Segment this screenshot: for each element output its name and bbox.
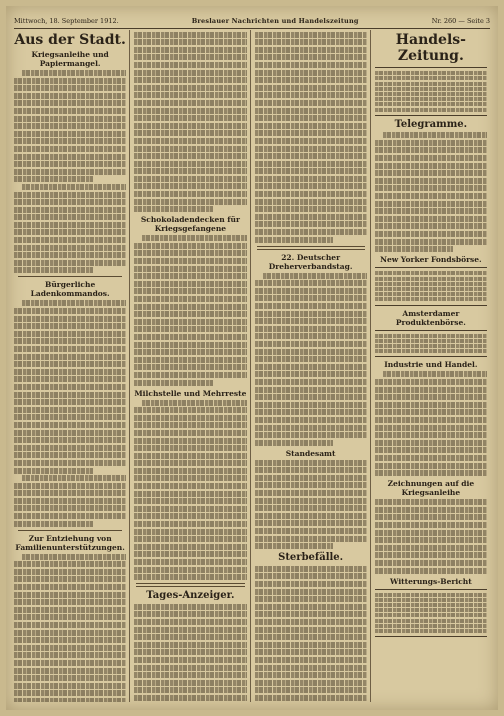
column-2 (134, 30, 250, 702)
subscriptions-list (375, 499, 487, 573)
article-body (255, 460, 367, 550)
weather-report-title: Witterungs-Bericht (390, 576, 472, 586)
article-body (375, 132, 487, 252)
issue-date: Mittwoch, 18. September 1912. (14, 17, 119, 25)
deaths-headline: Sterbefälle. (278, 552, 344, 564)
article-body (134, 32, 246, 213)
article-title-registry: Standesamt (285, 448, 336, 458)
column-4 (375, 30, 490, 702)
article-title-shop: Bürgerliche Ladenkommandos. (30, 280, 110, 299)
newspaper-page (6, 6, 498, 710)
page-header (14, 14, 490, 29)
article-body (134, 235, 246, 385)
deaths-list (255, 566, 367, 702)
masthead: Breslauer Nachrichten und Handelszeitung (191, 17, 359, 25)
city-news-headline: Aus der Stadt. (14, 32, 126, 48)
article-body (134, 400, 246, 581)
newyork-table (375, 267, 487, 305)
article-title-family: Zur Entziehung von Familienunterstützungen. (15, 533, 125, 552)
article-body (255, 32, 367, 243)
column-1 (14, 30, 130, 702)
article-title-milk: Milchstelle und Mehrreste (134, 388, 247, 398)
column-3 (255, 30, 371, 702)
telegrams-headline: Telegramme. (394, 118, 468, 130)
trade-news-headline: Handels-Zeitung. (395, 32, 466, 64)
amsterdam-table (375, 330, 487, 358)
article-body (375, 371, 487, 476)
industry-title: Industrie und Handel. (384, 360, 478, 370)
article-body (255, 273, 367, 446)
exchange-table (375, 67, 487, 116)
weather-table (375, 589, 487, 638)
listing-body (134, 604, 246, 702)
columns (14, 30, 490, 702)
amsterdam-exchange-title: Amsterdamer Produktenbörse. (395, 308, 466, 327)
article-title-chocolate: Schokoladendecken für Kriegsgefangene (140, 215, 240, 234)
article-title-war-loan: Kriegsanleihe und Papiermangel. (31, 50, 109, 68)
article-body (14, 70, 126, 273)
article-title-congress: 22. Deutscher Dreherverbandstag. (268, 252, 353, 271)
daily-listings-headline: Tages-Anzeiger. (146, 590, 235, 602)
article-body (14, 300, 126, 526)
newyork-exchange-title: New Yorker Fondsbörse. (380, 255, 482, 265)
article-body (14, 554, 126, 702)
page-number: Nr. 260 — Seite 3 (431, 17, 490, 25)
war-loan-subscriptions-title: Zeichnungen auf die Kriegsanleihe (387, 479, 475, 498)
